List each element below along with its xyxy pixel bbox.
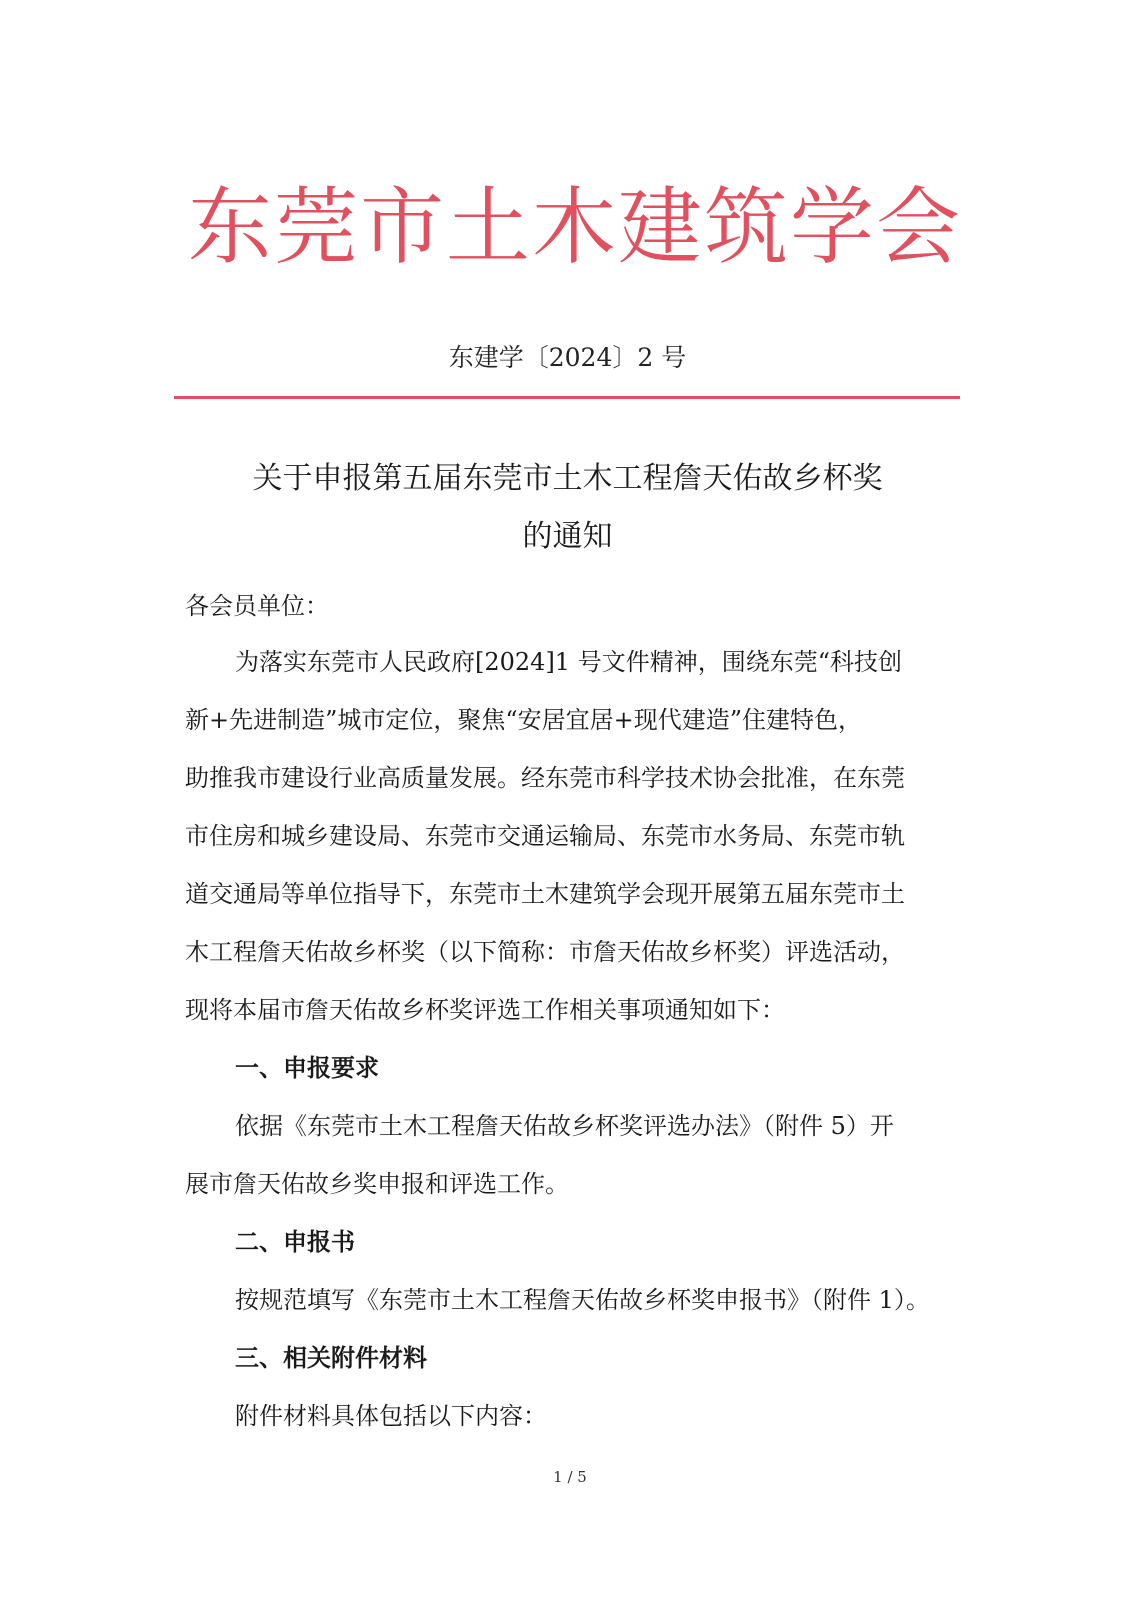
organization-letterhead: 东莞市土木建筑学会 bbox=[187, 178, 962, 276]
section-heading-requirements: 一、申报要求 bbox=[235, 1053, 379, 1082]
document-number: 东建学〔2024〕2 号 bbox=[448, 343, 687, 372]
section-heading-application-form: 二、申报书 bbox=[235, 1227, 355, 1256]
paragraph-line: 按规范填写《东莞市土木工程詹天佑故乡杯奖申报书》（附件 1）。 bbox=[235, 1286, 930, 1314]
section-heading-attachments: 三、相关附件材料 bbox=[235, 1343, 427, 1372]
notice-title-line-1: 关于申报第五届东莞市土木工程詹天佑故乡杯奖 bbox=[252, 461, 883, 496]
page-number: 1 / 5 bbox=[553, 1468, 587, 1486]
paragraph-line: 依据《东莞市土木工程詹天佑故乡杯奖评选办法》（附件 5）开 bbox=[235, 1112, 894, 1140]
paragraph-line: 现将本届市詹天佑故乡杯奖评选工作相关事项通知如下： bbox=[185, 996, 785, 1024]
paragraph-line: 市住房和城乡建设局、东莞市交通运输局、东莞市水务局、东莞市轨 bbox=[185, 822, 905, 850]
notice-title bbox=[175, 450, 960, 566]
paragraph-line: 展市詹天佑故乡奖申报和评选工作。 bbox=[185, 1170, 569, 1198]
paragraph-line: 新+先进制造”城市定位，聚焦“安居宜居+现代建造”住建特色， bbox=[185, 706, 863, 734]
paragraph-line: 助推我市建设行业高质量发展。经东莞市科学技术协会批准，在东莞 bbox=[185, 764, 905, 792]
salutation: 各会员单位： bbox=[185, 592, 329, 620]
paragraph-line: 木工程詹天佑故乡杯奖（以下简称：市詹天佑故乡杯奖）评选活动， bbox=[185, 938, 905, 966]
letterhead-divider bbox=[174, 396, 960, 399]
paragraph-line: 道交通局等单位指导下，东莞市土木建筑学会现开展第五届东莞市土 bbox=[185, 880, 905, 908]
paragraph-line: 为落实东莞市人民政府[2024]1 号文件精神，围绕东莞“科技创 bbox=[235, 648, 902, 676]
paragraph-line: 附件材料具体包括以下内容： bbox=[235, 1402, 547, 1430]
notice-title-line-2: 的通知 bbox=[522, 519, 613, 554]
